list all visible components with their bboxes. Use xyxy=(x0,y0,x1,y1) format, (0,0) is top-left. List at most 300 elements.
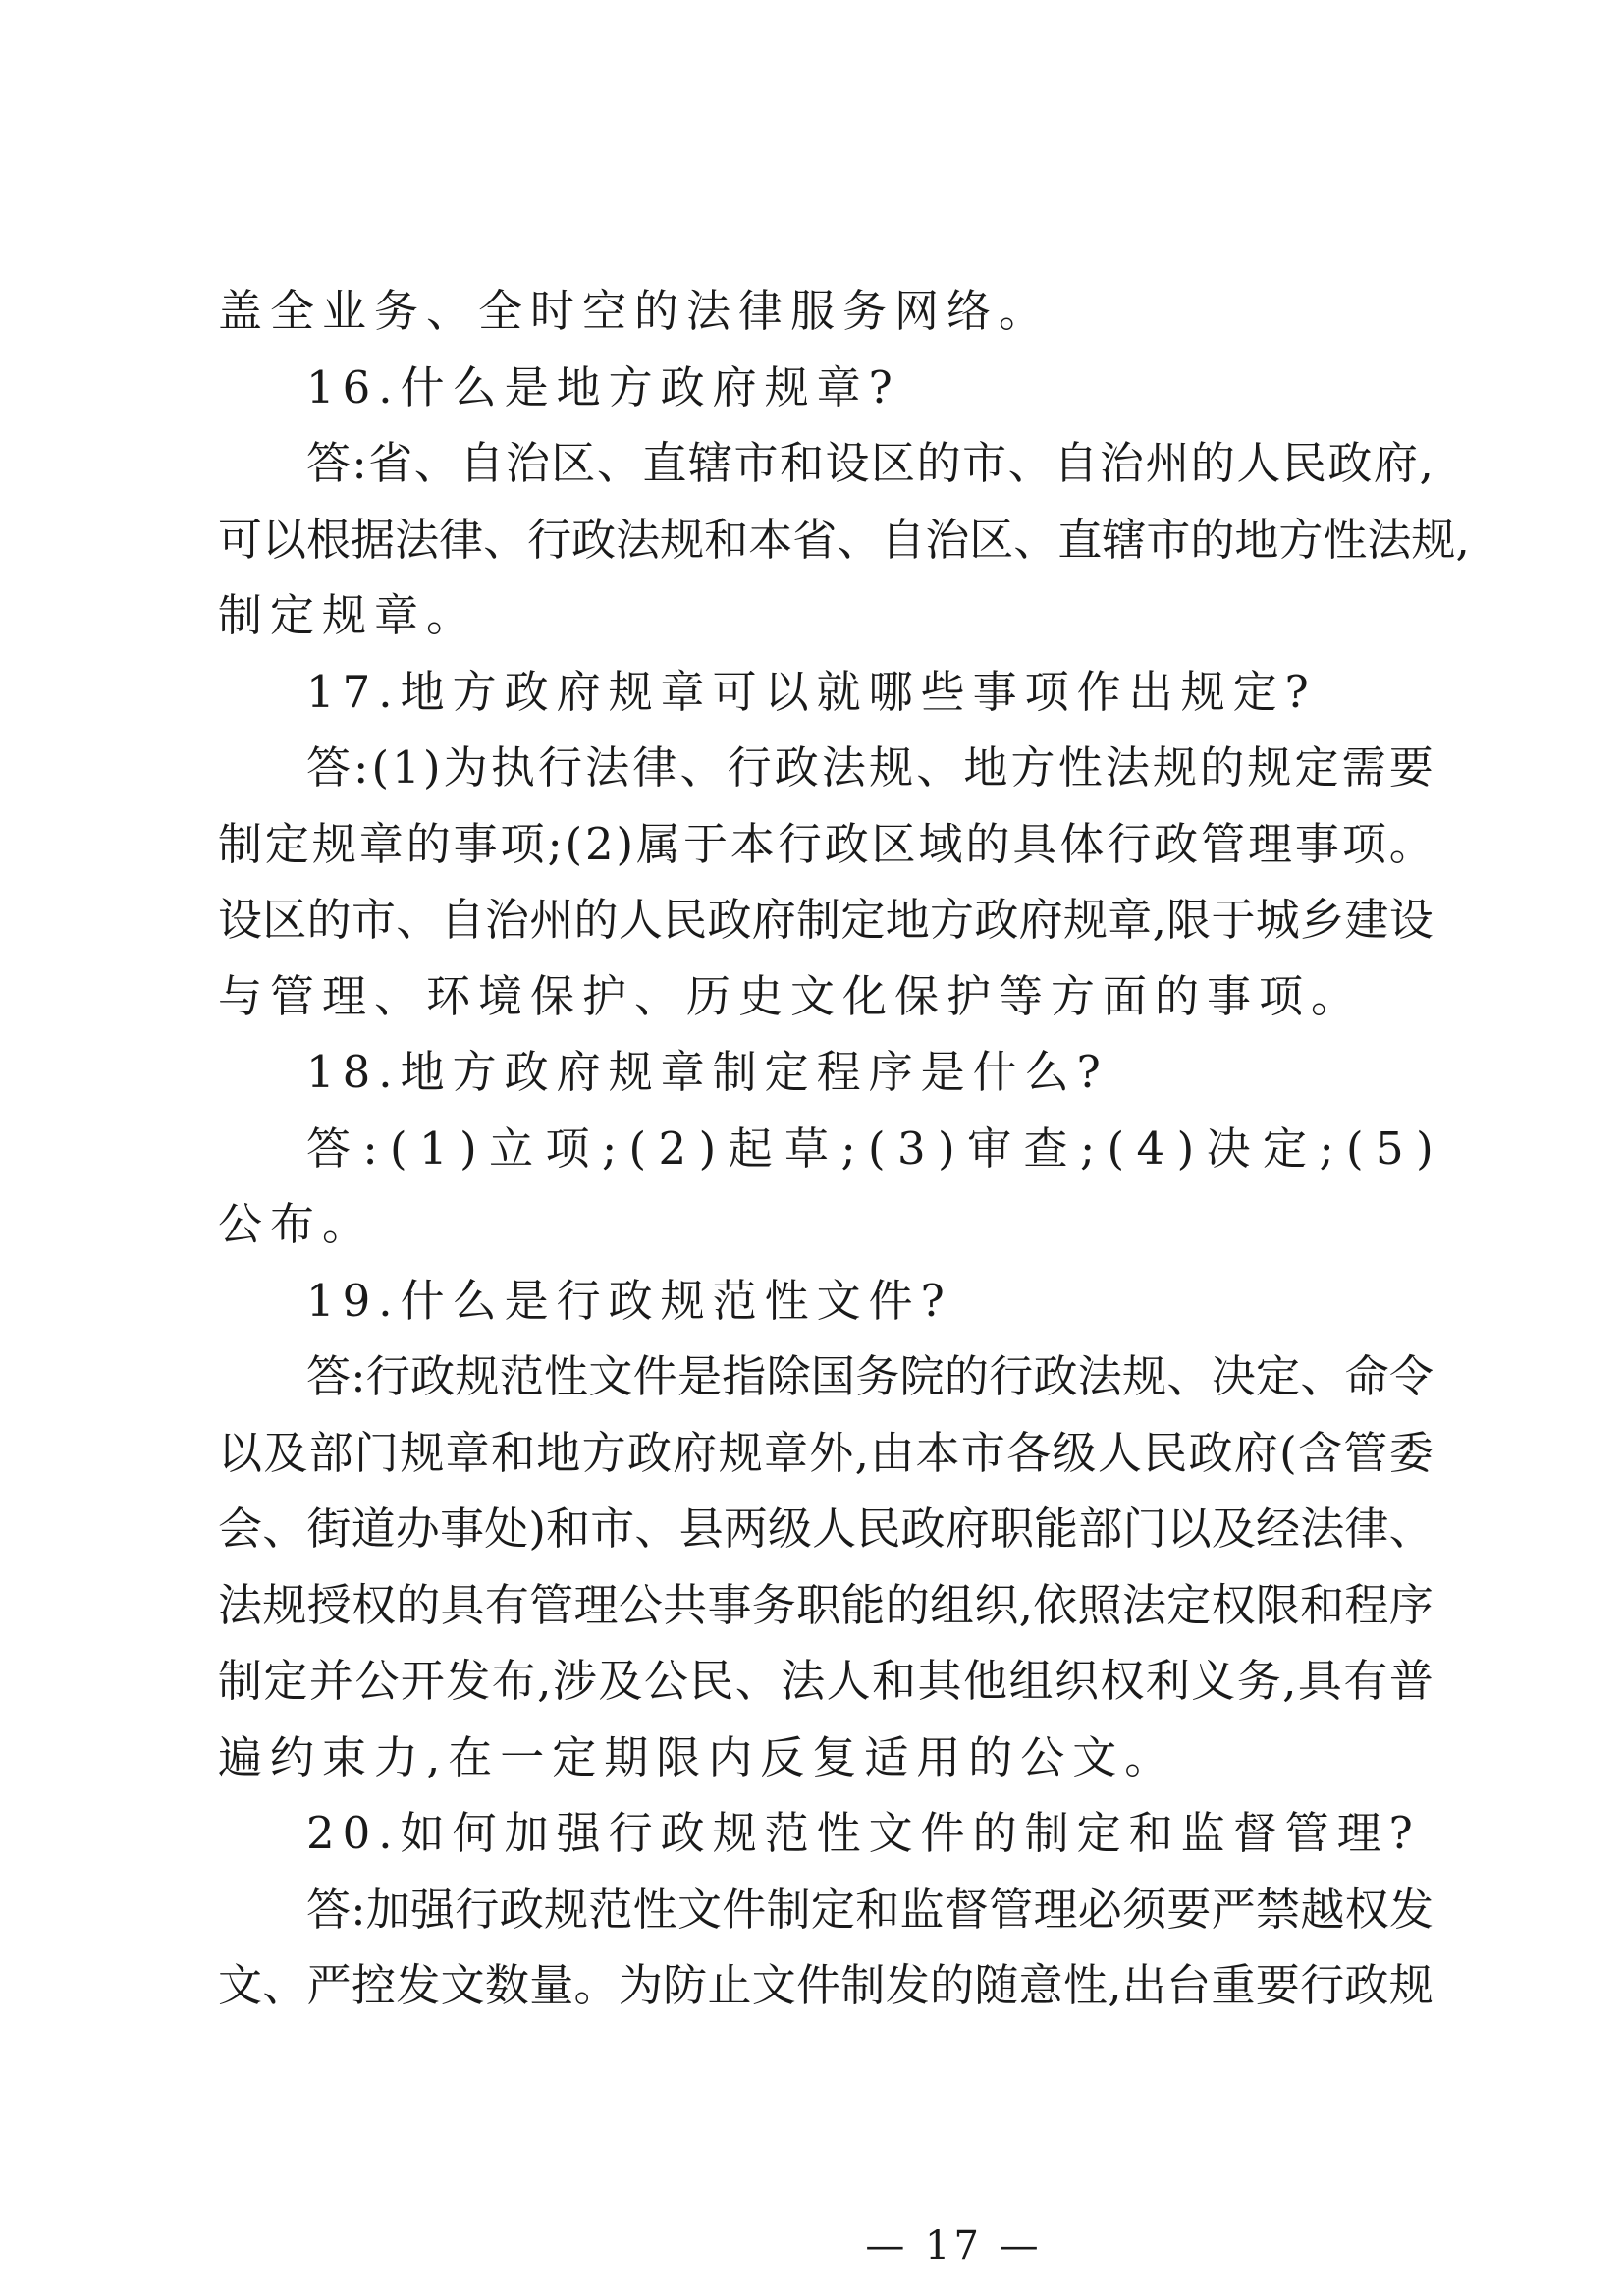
text-char: 章 xyxy=(445,1426,490,1479)
text-char: 民 xyxy=(1143,1426,1188,1479)
text-char: 民 xyxy=(689,1655,734,1707)
text-char: 查 xyxy=(1023,1121,1068,1175)
text-char: 政 xyxy=(774,741,819,793)
text-char: 的 xyxy=(885,1578,930,1631)
text-char: 市 xyxy=(1146,513,1191,566)
text-char: 照 xyxy=(1077,1578,1122,1631)
text-char: 有 xyxy=(484,1578,529,1631)
text-char: 道 xyxy=(351,1503,396,1555)
text-char: 区 xyxy=(871,817,916,870)
text-line xyxy=(218,730,1434,806)
text-char: 、 xyxy=(1013,513,1058,566)
text-char: 规 xyxy=(544,1883,589,1936)
text-line: 遍约束力,在一定期限内反复适用的公文。 xyxy=(218,1730,1177,1783)
text-char: 治 xyxy=(484,894,529,946)
text-char: : xyxy=(351,1883,366,1936)
text-char: 经 xyxy=(1256,1503,1301,1555)
text-char: 府 xyxy=(1373,437,1418,489)
text-line: 公布。 xyxy=(218,1198,375,1250)
text-char: 公 xyxy=(354,1655,400,1707)
text-char: 理 xyxy=(1248,817,1293,870)
text-char: 地 xyxy=(885,894,930,946)
text-char: 须 xyxy=(1122,1883,1167,1936)
text-char: 规 xyxy=(869,741,914,793)
text-char: 答 xyxy=(306,741,352,793)
text-char: 的 xyxy=(965,817,1010,870)
text-char: 要 xyxy=(1388,741,1434,793)
text-char: ) xyxy=(422,741,441,793)
text-char: 府 xyxy=(1233,1426,1278,1479)
text-char: ; xyxy=(1079,1121,1096,1175)
text-line: 盖全业务、全时空的法律服务网络。 xyxy=(218,285,1052,337)
text-char: 公 xyxy=(643,1655,688,1707)
text-char: 3 xyxy=(897,1121,926,1175)
text-char: 国 xyxy=(810,1350,855,1402)
text-char: 越 xyxy=(1300,1883,1345,1936)
text-char: 民 xyxy=(856,1503,901,1555)
text-char: 区 xyxy=(871,437,916,489)
text-char: 事 xyxy=(453,817,498,870)
text-char: 权 xyxy=(1344,1883,1389,1936)
text-char: 项 xyxy=(500,817,545,870)
text-char: 章 xyxy=(358,817,404,870)
text-char: 治 xyxy=(925,513,970,566)
text-char: 加 xyxy=(365,1883,410,1936)
text-char: 法 xyxy=(616,513,661,566)
text-char: 的 xyxy=(306,894,352,946)
text-char: 和 xyxy=(855,1883,900,1936)
text-char: 、 xyxy=(679,741,725,793)
text-char: 方 xyxy=(581,1426,626,1479)
text-char: 务 xyxy=(1236,1655,1281,1707)
text-char: 文 xyxy=(676,1883,722,1936)
text-char: 、 xyxy=(396,894,441,946)
text-char: ( xyxy=(1346,1121,1364,1175)
text-char: 性 xyxy=(1062,1959,1108,2011)
text-char: 强 xyxy=(410,1883,456,1936)
text-char: 的 xyxy=(1190,437,1235,489)
text-char: 市 xyxy=(962,437,1007,489)
text-char: 、 xyxy=(734,1655,780,1707)
text-char: 自 xyxy=(440,894,485,946)
text-char: 直 xyxy=(1057,513,1103,566)
text-char: 法 xyxy=(821,741,866,793)
text-char: 禁 xyxy=(1256,1883,1301,1936)
text-char: 人 xyxy=(812,1503,857,1555)
text-char: 文 xyxy=(588,1350,633,1402)
text-char: 普 xyxy=(1388,1655,1434,1707)
text-char: 发 xyxy=(1388,1883,1434,1936)
text-char: 治 xyxy=(505,437,550,489)
text-char: 、 xyxy=(262,1959,307,2011)
text-char: : xyxy=(362,1121,378,1175)
text-char: 级 xyxy=(767,1503,812,1555)
text-line: 20.如何加强行政规范性文件的制定和监督管理? xyxy=(306,1807,1421,1859)
text-char: 管 xyxy=(1201,817,1246,870)
text-char: 有 xyxy=(1343,1655,1388,1707)
text-char: 件 xyxy=(796,1959,841,2011)
text-char: 本 xyxy=(915,1426,960,1479)
text-char: 、 xyxy=(634,1503,679,1555)
text-char: 以 xyxy=(218,1426,263,1479)
text-char: 1 xyxy=(419,1121,448,1175)
text-char: 政 xyxy=(571,513,617,566)
text-char: ( xyxy=(565,817,583,870)
text-char: 院 xyxy=(899,1350,945,1402)
text-char: 立 xyxy=(489,1121,534,1175)
text-char: 行 xyxy=(1107,817,1152,870)
text-char: 管 xyxy=(1343,1426,1388,1479)
text-char: 止 xyxy=(707,1959,752,2011)
text-char: 章 xyxy=(763,1426,808,1479)
text-char: 部 xyxy=(308,1426,353,1479)
text-char: 及 xyxy=(598,1655,643,1707)
text-char: 和 xyxy=(546,1503,591,1555)
text-char: 的 xyxy=(573,894,619,946)
text-char: 含 xyxy=(1298,1426,1343,1479)
text-line xyxy=(218,502,1470,578)
text-char: 定 xyxy=(264,817,309,870)
text-char: 级 xyxy=(1052,1426,1097,1479)
text-char: 制 xyxy=(218,817,263,870)
text-char: 项 xyxy=(1341,817,1386,870)
text-char: 随 xyxy=(974,1959,1019,2011)
text-char: 权 xyxy=(351,1578,396,1631)
text-char: 性 xyxy=(1323,513,1368,566)
text-char: 行 xyxy=(365,1350,410,1402)
text-char: 定 xyxy=(1294,741,1339,793)
text-char: ) xyxy=(460,1121,477,1175)
text-char: 和 xyxy=(872,1655,917,1707)
text-char: 行 xyxy=(455,1883,500,1936)
text-line xyxy=(218,806,1434,883)
text-char: 答 xyxy=(306,1883,352,1936)
text-char: , xyxy=(1419,437,1434,489)
text-char: 方 xyxy=(1010,741,1055,793)
text-char: 控 xyxy=(351,1959,396,2011)
text-char: 规 xyxy=(262,1578,307,1631)
text-char: 定 xyxy=(840,894,886,946)
text-char: 委 xyxy=(1388,1426,1434,1479)
text-char: 人 xyxy=(618,894,663,946)
text-char: 、 xyxy=(1166,1350,1212,1402)
text-char: 事 xyxy=(1294,817,1339,870)
text-char: 民 xyxy=(663,894,708,946)
text-char: 的 xyxy=(944,1350,989,1402)
text-char: 以 xyxy=(262,513,307,566)
text-char: 文 xyxy=(218,1959,263,2011)
text-char: 法 xyxy=(1300,1503,1345,1555)
text-line xyxy=(218,1872,1434,1948)
text-char: 门 xyxy=(1122,1503,1167,1555)
text-char: 开 xyxy=(400,1655,445,1707)
text-char: ) xyxy=(1416,1121,1434,1175)
text-char: 自 xyxy=(1054,437,1099,489)
text-line: 17.地方政府规章可以就哪些事项作出规定? xyxy=(306,665,1317,718)
text-char: 规 xyxy=(400,1426,445,1479)
text-char: 法 xyxy=(1105,741,1150,793)
text-char: 答 xyxy=(306,1121,352,1175)
text-char: 除 xyxy=(766,1350,811,1402)
text-char: 职 xyxy=(989,1503,1034,1555)
text-char: 审 xyxy=(967,1121,1012,1175)
text-char: 区 xyxy=(969,513,1014,566)
text-line xyxy=(218,1111,1434,1187)
text-char: 依 xyxy=(1033,1578,1078,1631)
text-char: 严 xyxy=(306,1959,352,2011)
text-char: 处 xyxy=(484,1503,529,1555)
text-char: 人 xyxy=(826,1655,871,1707)
text-char: 定 xyxy=(810,1883,855,1936)
text-char: 地 xyxy=(1234,513,1279,566)
text-char: 的 xyxy=(916,437,961,489)
text-char: 体 xyxy=(1059,817,1105,870)
text-line xyxy=(218,1339,1434,1415)
text-char: 设 xyxy=(825,437,870,489)
text-char: 政 xyxy=(499,1883,544,1936)
text-char: 其 xyxy=(917,1655,962,1707)
text-char: 于 xyxy=(1211,894,1256,946)
text-char: 法 xyxy=(781,1655,826,1707)
text-char: 的 xyxy=(930,1959,975,2011)
text-char: : xyxy=(352,437,367,489)
text-char: 政 xyxy=(1344,1959,1389,2011)
text-char: 和 xyxy=(780,437,825,489)
text-char: 方 xyxy=(1278,513,1324,566)
text-char: ; xyxy=(547,817,563,870)
text-char: 文 xyxy=(751,1959,796,2011)
text-char: 本 xyxy=(730,817,775,870)
text-char: 政 xyxy=(900,1503,946,1555)
text-char: 织 xyxy=(1054,1655,1099,1707)
text-char: 的 xyxy=(396,1578,441,1631)
text-char: 规 xyxy=(311,817,356,870)
text-char: 州 xyxy=(1145,437,1190,489)
text-char: 范 xyxy=(588,1883,633,1936)
text-char: 市 xyxy=(351,894,396,946)
text-char: ( xyxy=(1279,1426,1297,1479)
text-char: 规 xyxy=(1388,1959,1434,2011)
text-char: 制 xyxy=(218,1655,263,1707)
text-char: 理 xyxy=(573,1578,619,1631)
text-char: ) xyxy=(938,1121,955,1175)
text-char: ( xyxy=(628,1121,647,1175)
text-char: 决 xyxy=(1211,1350,1256,1402)
text-char: ) xyxy=(1176,1121,1195,1175)
text-char: 法 xyxy=(1077,1350,1122,1402)
text-char: 发 xyxy=(446,1655,491,1707)
text-char: 组 xyxy=(1008,1655,1054,1707)
text-line: 18.地方政府规章制定程序是什么? xyxy=(306,1046,1109,1098)
text-char: 限 xyxy=(1255,1578,1300,1631)
text-char: 行 xyxy=(989,1350,1034,1402)
text-char: 、 xyxy=(1300,1350,1345,1402)
text-char: 规 xyxy=(1247,741,1292,793)
text-char: 区 xyxy=(551,437,596,489)
text-char: 布 xyxy=(491,1655,536,1707)
text-char: 政 xyxy=(1154,817,1199,870)
text-line: 16.什么是地方政府规章? xyxy=(306,360,900,413)
text-char: 县 xyxy=(678,1503,724,1555)
text-char: 行 xyxy=(527,513,572,566)
text-char: 序 xyxy=(1388,1578,1434,1631)
text-char: 自 xyxy=(881,513,926,566)
text-char: , xyxy=(1282,1655,1297,1707)
text-char: 2 xyxy=(658,1121,687,1175)
text-char: 、 xyxy=(596,437,641,489)
text-char: 性 xyxy=(632,1883,677,1936)
text-char: 法 xyxy=(1121,1578,1166,1631)
text-char: 的 xyxy=(406,817,451,870)
text-char: 程 xyxy=(1344,1578,1389,1631)
text-char: 台 xyxy=(1166,1959,1212,2011)
text-char: 制 xyxy=(766,1883,811,1936)
text-char: 定 xyxy=(1263,1121,1308,1175)
text-char: 市 xyxy=(590,1503,635,1555)
text-char: 范 xyxy=(499,1350,544,1402)
text-char: 政 xyxy=(824,817,869,870)
text-char: 办 xyxy=(395,1503,440,1555)
text-char: 量 xyxy=(529,1959,574,2011)
text-char: 律 xyxy=(1344,1503,1389,1555)
text-char: 行 xyxy=(537,741,582,793)
text-char: 具 xyxy=(440,1578,485,1631)
text-char: 的 xyxy=(1200,741,1245,793)
text-char: 事 xyxy=(439,1503,484,1555)
text-char: 执 xyxy=(490,741,535,793)
text-char: 辖 xyxy=(687,437,732,489)
text-char: 街 xyxy=(306,1503,352,1555)
text-char: 监 xyxy=(899,1883,945,1936)
text-char: 文 xyxy=(440,1959,485,2011)
text-char: 件 xyxy=(632,1350,677,1402)
text-char: 件 xyxy=(722,1883,767,1936)
text-char: 民 xyxy=(1281,437,1326,489)
text-char: 及 xyxy=(1211,1503,1256,1555)
text-char: 政 xyxy=(1033,1350,1078,1402)
text-char: 政 xyxy=(410,1350,456,1402)
text-char: : xyxy=(351,1350,366,1402)
text-char: 涉 xyxy=(552,1655,597,1707)
text-char: ( xyxy=(1107,1121,1125,1175)
text-char: 管 xyxy=(989,1883,1034,1936)
text-char: 权 xyxy=(1100,1655,1145,1707)
text-char: 方 xyxy=(930,894,975,946)
text-char: 草 xyxy=(784,1121,830,1175)
text-char: , xyxy=(1018,1578,1033,1631)
text-char: 省 xyxy=(368,437,413,489)
text-char: 域 xyxy=(918,817,963,870)
text-char: 性 xyxy=(544,1350,589,1402)
text-char: 由 xyxy=(870,1426,915,1479)
text-char: 地 xyxy=(536,1426,581,1479)
text-char: 授 xyxy=(306,1578,352,1631)
text-char: 利 xyxy=(1145,1655,1190,1707)
text-char: 行 xyxy=(777,817,822,870)
text-char: 行 xyxy=(1300,1959,1345,2011)
text-char: , xyxy=(854,1426,869,1479)
text-char: 规 xyxy=(1122,1350,1167,1402)
text-char: 具 xyxy=(1012,817,1057,870)
text-char: 州 xyxy=(529,894,574,946)
text-char: 、 xyxy=(916,741,961,793)
text-char: 1 xyxy=(392,741,420,793)
text-char: 。 xyxy=(573,1959,619,2011)
text-char: 设 xyxy=(218,894,263,946)
text-char: 和 xyxy=(1300,1578,1345,1631)
page-number: — 17 — xyxy=(865,2223,1043,2269)
text-char: 需 xyxy=(1341,741,1386,793)
text-char: 规 xyxy=(1062,894,1108,946)
text-char: 人 xyxy=(1097,1426,1142,1479)
text-char: 政 xyxy=(1327,437,1373,489)
text-char: 制 xyxy=(840,1959,886,2011)
text-char: 政 xyxy=(707,894,752,946)
body-text xyxy=(218,273,1470,2024)
text-char: 意 xyxy=(1018,1959,1063,2011)
text-char: 门 xyxy=(353,1426,399,1479)
text-char: 属 xyxy=(636,817,681,870)
text-char: 能 xyxy=(840,1578,886,1631)
text-char: 府 xyxy=(673,1426,718,1479)
text-char: 决 xyxy=(1206,1121,1251,1175)
text-char: 会 xyxy=(218,1503,263,1555)
text-char: 人 xyxy=(1236,437,1281,489)
text-line xyxy=(218,1491,1434,1567)
text-char: 项 xyxy=(545,1121,590,1175)
text-char: 起 xyxy=(728,1121,773,1175)
text-char: 章 xyxy=(1108,894,1153,946)
text-char: 各 xyxy=(1006,1426,1052,1479)
text-char: 政 xyxy=(626,1426,672,1479)
text-char: 两 xyxy=(723,1503,768,1555)
text-char: 、 xyxy=(413,437,459,489)
text-char: 数 xyxy=(484,1959,529,2011)
text-char: ( xyxy=(371,741,390,793)
text-char: 2 xyxy=(585,817,614,870)
text-char: 行 xyxy=(727,741,772,793)
text-char: 省 xyxy=(792,513,838,566)
text-char: 府 xyxy=(945,1503,990,1555)
text-char: , xyxy=(1108,1959,1122,2011)
text-char: 务 xyxy=(751,1578,796,1631)
text-char: 规 xyxy=(660,513,705,566)
text-char: 出 xyxy=(1121,1959,1166,2011)
text-char: : xyxy=(353,741,369,793)
text-line xyxy=(218,1567,1434,1644)
text-char: 能 xyxy=(1034,1503,1079,1555)
text-line xyxy=(218,1643,1434,1720)
text-char: 发 xyxy=(885,1959,930,2011)
text-char: 根 xyxy=(306,513,352,566)
text-char: 定 xyxy=(1166,1578,1212,1631)
text-char: 府 xyxy=(1018,894,1063,946)
text-char: 必 xyxy=(1077,1883,1122,1936)
text-line: 19.什么是行政规范性文件? xyxy=(306,1274,952,1327)
text-char: 辖 xyxy=(1102,513,1147,566)
text-char: 建 xyxy=(1344,894,1389,946)
text-char: 规 xyxy=(1153,741,1198,793)
text-char: 制 xyxy=(796,894,841,946)
text-char: 防 xyxy=(663,1959,708,2011)
text-line: 与管理、环境保护、历史文化保护等方面的事项。 xyxy=(218,969,1364,1022)
text-char: 以 xyxy=(1166,1503,1212,1555)
text-char: , xyxy=(1152,894,1166,946)
text-char: 织 xyxy=(974,1578,1019,1631)
text-char: 、 xyxy=(837,513,882,566)
text-char: 发 xyxy=(396,1959,441,2011)
text-char: 可 xyxy=(218,513,263,566)
